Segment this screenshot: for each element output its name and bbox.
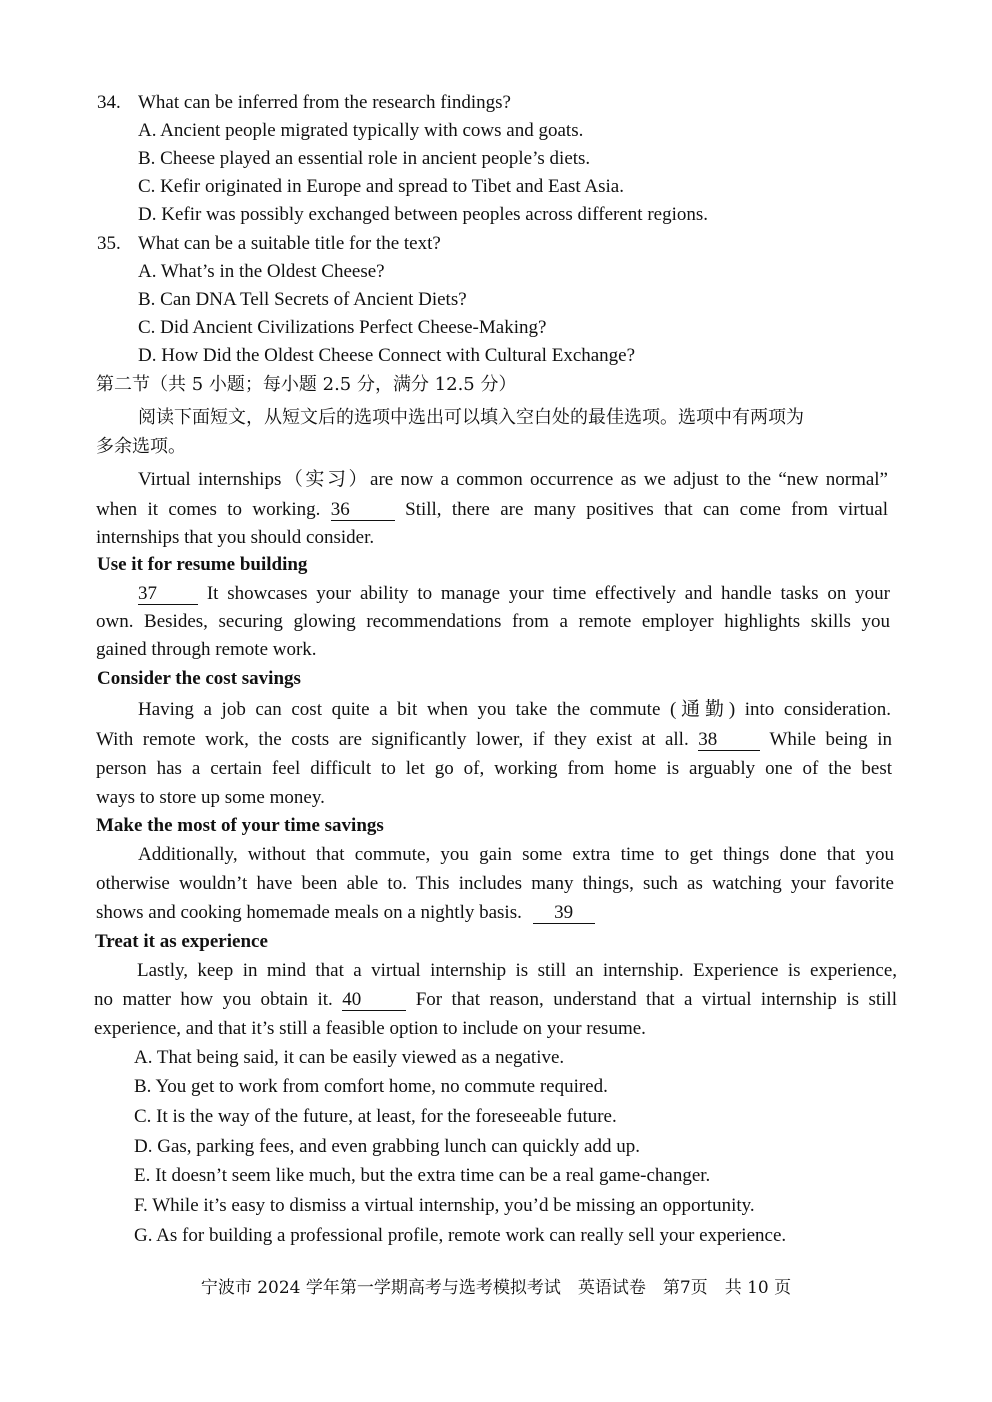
text-run: Still, there are many positives that can come from virtual bbox=[405, 499, 889, 520]
paragraph-1-line: internships that you should consider. bbox=[96, 527, 375, 548]
option-b: B. Cheese played an essential role in ancient people’s diets. bbox=[138, 148, 591, 169]
option-c: C. Did Ancient Civilizations Perfect Cheese-Making? bbox=[138, 317, 547, 338]
text-run: when it comes to working. bbox=[96, 499, 321, 520]
paragraph-4-line: Additionally, without that commute, you gain some extra time to get things done that you bbox=[138, 844, 894, 865]
option-b: B. Can DNA Tell Secrets of Ancient Diets? bbox=[138, 289, 467, 310]
option-d: D. Kefir was possibly exchanged between peoples across different regions. bbox=[138, 204, 708, 225]
paragraph-2-line: gained through remote work. bbox=[96, 639, 317, 660]
choice-d: D. Gas, parking fees, and even grabbing lunch can quickly add up. bbox=[134, 1136, 640, 1157]
blank-38: 38 bbox=[698, 730, 760, 751]
choice-f: F. While it’s easy to dismiss a virtual internship, you’d be missing an opportunity. bbox=[134, 1195, 755, 1216]
text-run: shows and cooking homemade meals on a nightly basis. bbox=[96, 902, 522, 923]
choice-b: B. You get to work from comfort home, no commute required. bbox=[134, 1076, 608, 1097]
paragraph-5-line: experience, and that it’s still a feasible option to include on your resume. bbox=[94, 1018, 646, 1039]
paragraph-1-line: Virtual internships（实习）are now a common occurrence as we adjust to the “new normal” bbox=[138, 469, 888, 490]
choice-g: G. As for building a professional profile, remote work can really sell your experience. bbox=[134, 1225, 787, 1246]
subheading-experience: Treat it as experience bbox=[95, 931, 268, 952]
paragraph-3-line: person has a certain feel difficult to let go of, working from home is arguably one of the best bbox=[96, 758, 892, 779]
section-instructions: 阅读下面短文，从短文后的选项中选出可以填入空白处的最佳选项。选项中有两项为 bbox=[138, 407, 804, 428]
option-d: D. How Did the Oldest Cheese Connect with Cultural Exchange? bbox=[138, 345, 636, 366]
subheading-resume: Use it for resume building bbox=[97, 554, 308, 575]
choice-a: A. That being said, it can be easily viewed as a negative. bbox=[134, 1047, 565, 1068]
paragraph-4-line bbox=[96, 901, 595, 925]
subheading-cost: Consider the cost savings bbox=[97, 668, 301, 689]
paragraph-5-line: Lastly, keep in mind that a virtual internship is still an internship. Experience is experience, bbox=[137, 960, 897, 981]
paragraph-3-line: ways to store up some money. bbox=[96, 787, 325, 808]
question-number: 34. bbox=[97, 92, 121, 113]
page-footer: 宁波市 2024 学年第一学期高考与选考模拟考试 英语试卷 第7页 共 10 页 bbox=[200, 1278, 792, 1298]
blank-39: 39 bbox=[533, 903, 595, 924]
question-stem: What can be a suitable title for the text? bbox=[138, 233, 441, 254]
text-run: For that reason, understand that a virtual internship is still bbox=[415, 989, 897, 1010]
section-heading: 第二节（共 5 小题；每小题 2.5 分，满分 12.5 分） bbox=[96, 374, 517, 395]
choice-e: E. It doesn’t seem like much, but the extra time can be a real game-changer. bbox=[134, 1165, 711, 1186]
paragraph-3-line bbox=[96, 728, 892, 752]
paragraph-3-line: Having a job can cost quite a bit when you take the commute (通勤) into consideration. bbox=[138, 699, 891, 720]
section-instructions-cont: 多余选项。 bbox=[96, 436, 186, 457]
option-a: A. Ancient people migrated typically with cows and goats. bbox=[138, 120, 584, 141]
option-a: A. What’s in the Oldest Cheese? bbox=[138, 261, 385, 282]
paragraph-5-line bbox=[94, 988, 897, 1012]
paragraph-4-line: otherwise wouldn’t have been able to. This includes many things, such as watching your favorite bbox=[96, 873, 894, 894]
text-run: no matter how you obtain it. bbox=[94, 989, 333, 1010]
text-run: While being in bbox=[769, 729, 893, 750]
text-run: It showcases your ability to manage your time effectively and handle tasks on your bbox=[206, 583, 890, 604]
blank-36: 36 bbox=[331, 500, 395, 521]
paragraph-2-line bbox=[138, 582, 890, 606]
blank-37: 37 bbox=[138, 584, 198, 605]
blank-40: 40 bbox=[342, 990, 406, 1011]
choice-c: C. It is the way of the future, at least, for the foreseeable future. bbox=[134, 1106, 617, 1127]
subheading-time: Make the most of your time savings bbox=[96, 815, 384, 836]
text-run: With remote work, the costs are significantly lower, if they exist at all. bbox=[96, 729, 689, 750]
question-stem: What can be inferred from the research findings? bbox=[138, 92, 511, 113]
option-c: C. Kefir originated in Europe and spread to Tibet and East Asia. bbox=[138, 176, 624, 197]
paragraph-1-line bbox=[96, 498, 888, 522]
question-number: 35. bbox=[97, 233, 121, 254]
paragraph-2-line: own. Besides, securing glowing recommendations from a remote employer highlights skills you bbox=[96, 611, 890, 632]
